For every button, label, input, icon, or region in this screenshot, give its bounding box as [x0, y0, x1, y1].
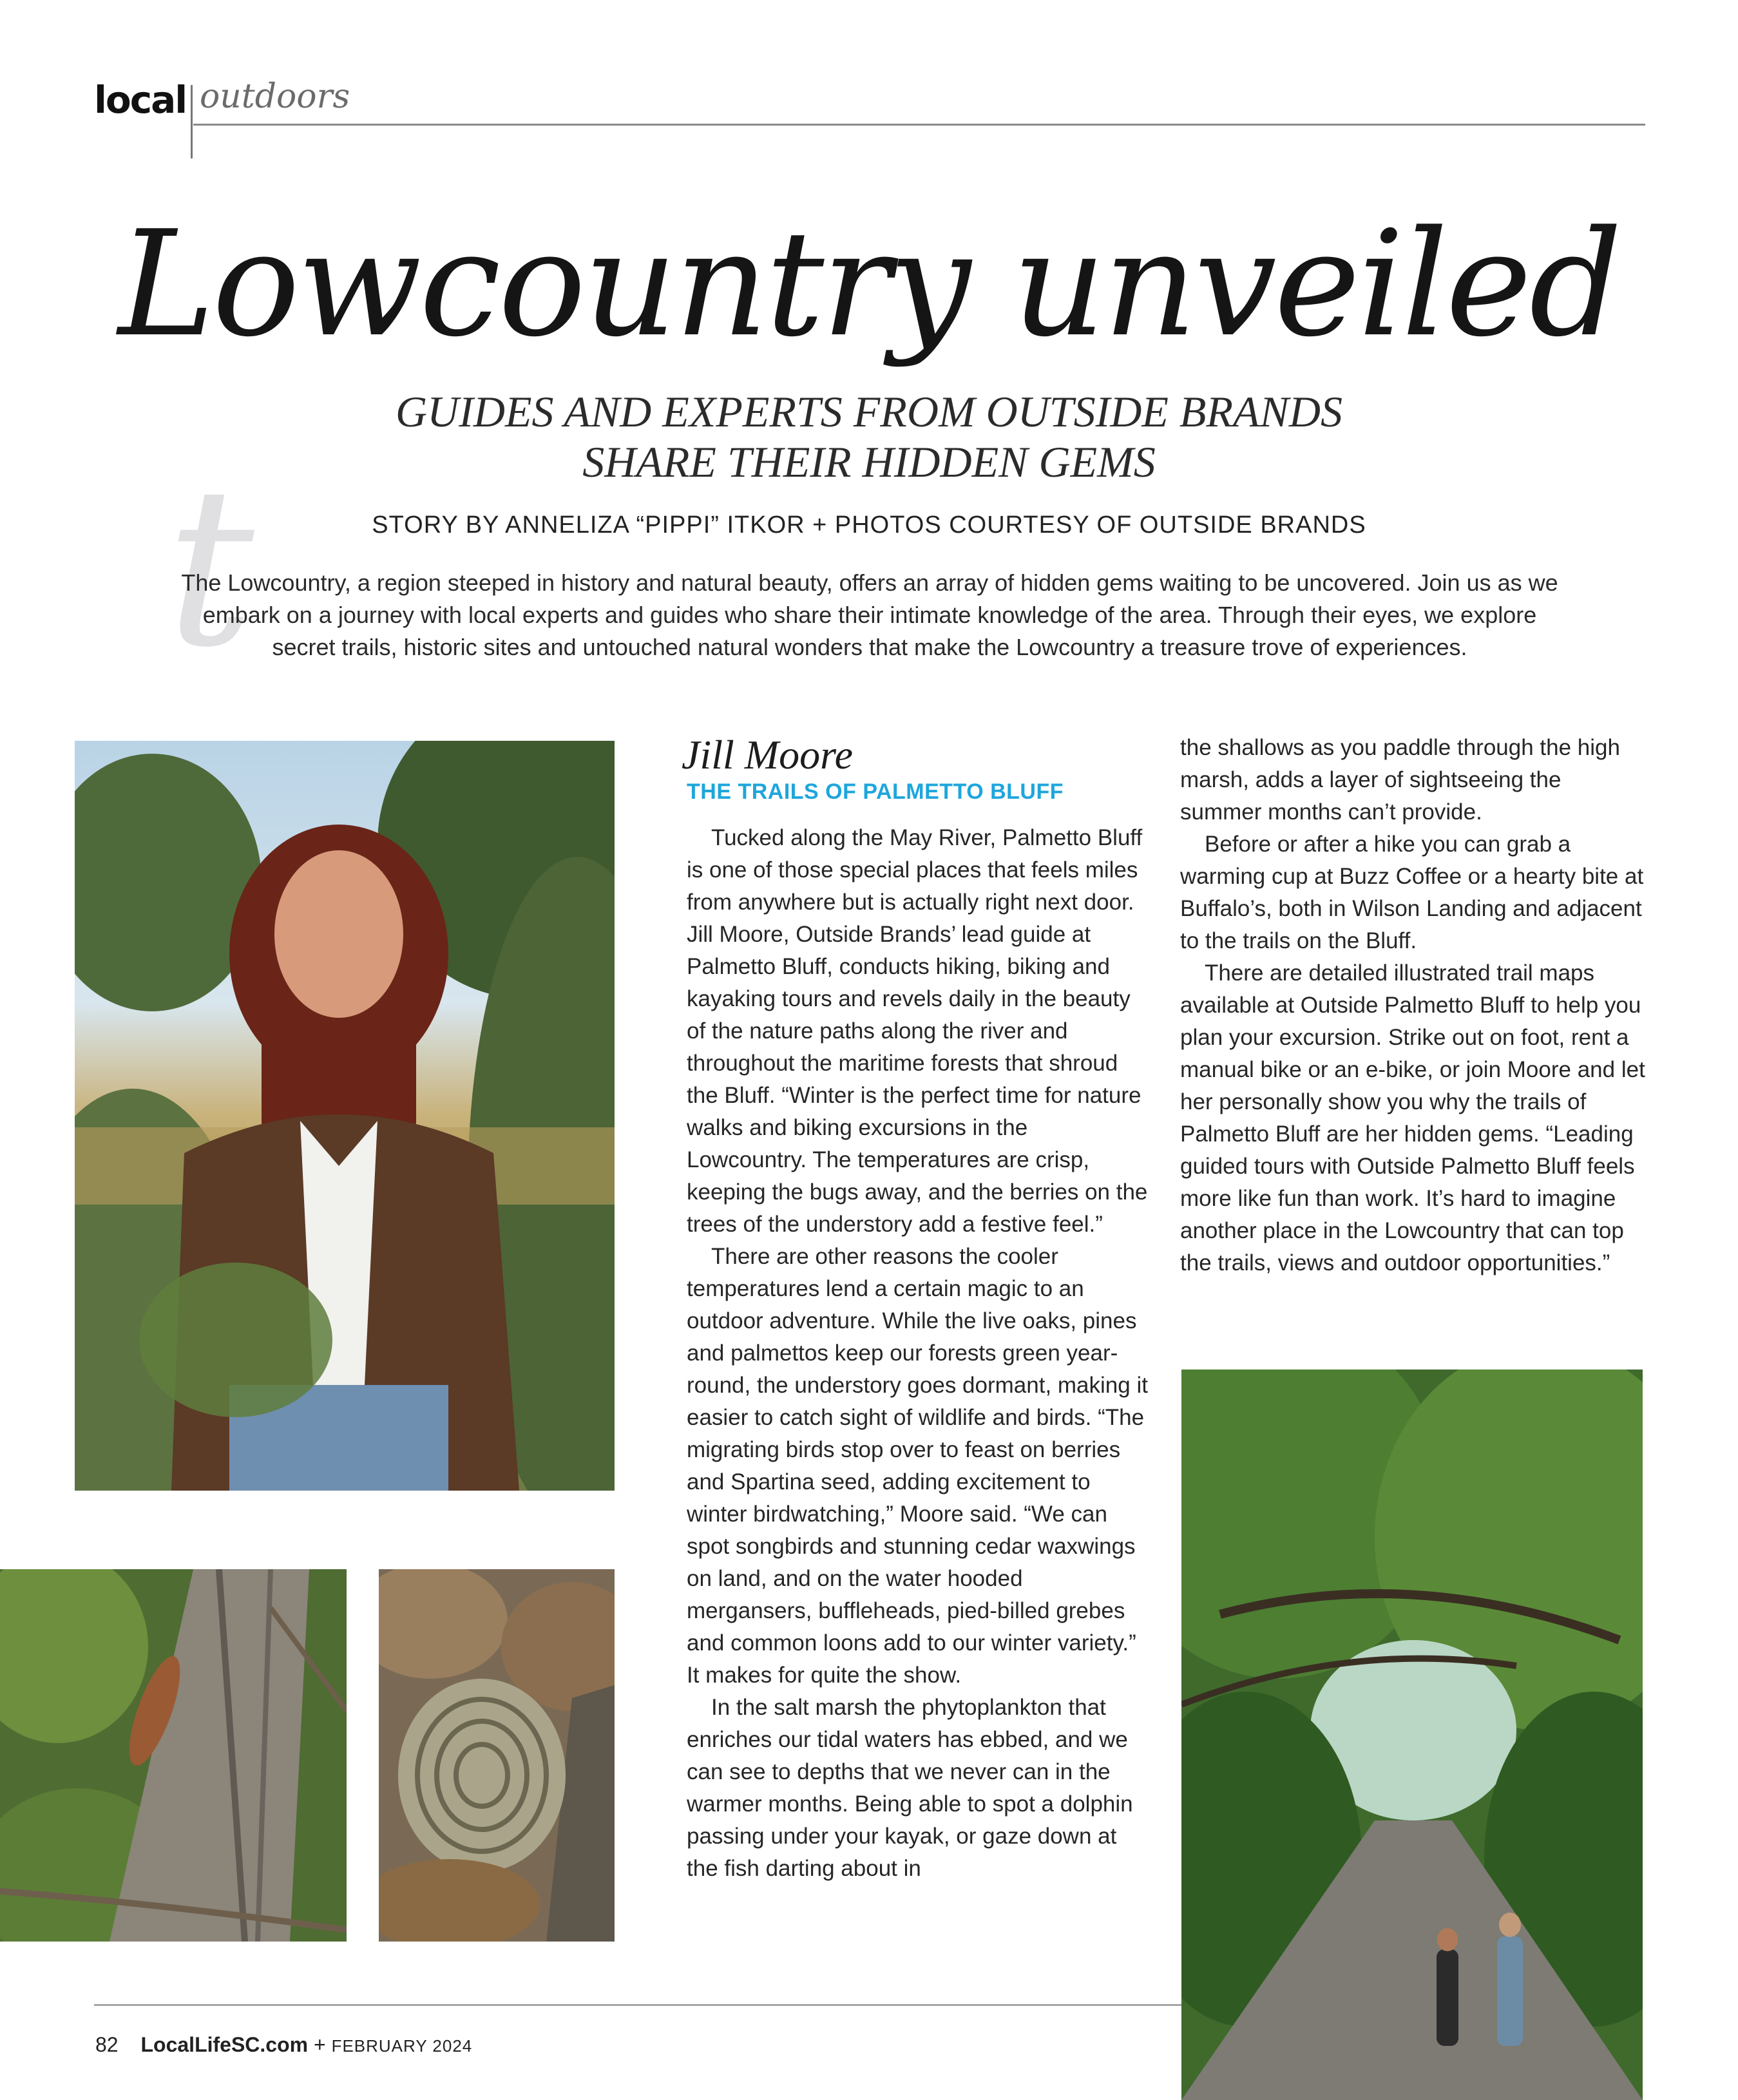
header-rule	[193, 124, 1645, 126]
trail-photo	[1181, 1370, 1643, 2100]
intro-paragraph: The Lowcountry, a region steeped in history and natural beauty, offers an array of hidden gems waiting to be uncovered. Join us as we embark on a journey with local experts and guides who share their intimate knowledge of the area. Through their eyes, we explore secret trails, historic sites and untouched natural wonders that make the Lowcountry a treasure trove of experiences.	[181, 569, 1558, 660]
article-column-1	[687, 822, 1149, 1885]
paragraph: There are other reasons the cooler temperatures lend a certain magic to an outdoor adventure. While the live oaks, pines and palmettos keep our forests green year-round, the understory goes dormant, making it easier to catch sight of wildlife and birds. “The migrating birds stop over to feast on berries and Spartina seed, adding excitement to winter birdwatching,” Moore said. “We can spot songbirds and stunning cedar waxwings on land, and on the water hooded mergansers, buffleheads, pied-billed grebes and common loons add to our winter variety.” It makes for quite the show.	[687, 1244, 1148, 1688]
drop-cap-letter: t	[166, 441, 254, 696]
article-title: Lowcountry unveiled	[118, 200, 1620, 369]
byline: STORY BY ANNELIZA “PIPPI” ITKOR + PHOTOS COURTESY OF OUTSIDE BRANDS	[372, 511, 1366, 539]
portrait-photo	[75, 741, 615, 1491]
paragraph: In the salt marsh the phytoplankton that enriches our tidal waters has ebbed, and we can see to depths that we never can in the warmer months. Being able to spot a dolphin passing under your kayak, or gaze down at the fish darting about in	[687, 1695, 1133, 1881]
section-subhead: THE TRAILS OF PALMETTO BLUFF	[687, 779, 1064, 804]
footer-separator: +	[313, 2033, 326, 2056]
section-brand-logo: local	[94, 78, 187, 122]
paragraph: the shallows as you paddle through the high marsh, adds a layer of sightseeing the summer months can’t provide.	[1180, 735, 1620, 825]
subtitle-line-2: SHARE THEIR HIDDEN GEMS	[582, 437, 1156, 486]
section-divider	[191, 85, 193, 158]
lizard-photo	[0, 1569, 347, 1942]
footer	[95, 2034, 472, 2055]
paragraph: Tucked along the May River, Palmetto Bluff is one of those special places that feels miles from anywhere but is actually right next door. Jill Moore, Outside Brands’ lead guide at Palmetto Bluff, conducts hiking, biking and kayaking tours and revels daily in the beauty of the nature paths along the river and throughout the maritime forests that shroud the Bluff. “Winter is the perfect time for nature walks and biking excursions in the Lowcountry. The temperatures are crisp, keeping the bugs away, and the berries on the trees of the understory add a festive feel.”	[687, 825, 1148, 1237]
subtitle-line-1: GUIDES AND EXPERTS FROM OUTSIDE BRANDS	[395, 387, 1342, 436]
paragraph: Before or after a hike you can grab a warming cup at Buzz Coffee or a hearty bite at Buffalo’s, both in Wilson Landing and adjacent to the trails on the Bluff.	[1180, 832, 1644, 953]
site-link[interactable]: LocalLifeSC.com	[140, 2033, 309, 2056]
section-name: outdoors	[200, 77, 350, 116]
article-subtitle	[0, 387, 1738, 487]
issue-date: FEBRUARY 2024	[331, 2036, 473, 2056]
footer-rule	[94, 2004, 1181, 2006]
article-column-2	[1180, 732, 1645, 1279]
guide-name: Jill Moore	[682, 732, 853, 778]
page-number: 82	[95, 2033, 119, 2056]
fungus-photo	[379, 1569, 615, 1942]
paragraph: There are detailed illustrated trail maps available at Outside Palmetto Bluff to help you plan your excursion. Strike out on foot, rent a manual bike or an e-bike, or join Moore and let her personally show you why the trails of Palmetto Bluff are her hidden gems. “Leading guided tours with Outside Palmetto Bluff feels more like fun than work. It’s hard to imagine another place in the Lowcountry that can top the trails, views and outdoor opportunities.”	[1180, 960, 1645, 1275]
